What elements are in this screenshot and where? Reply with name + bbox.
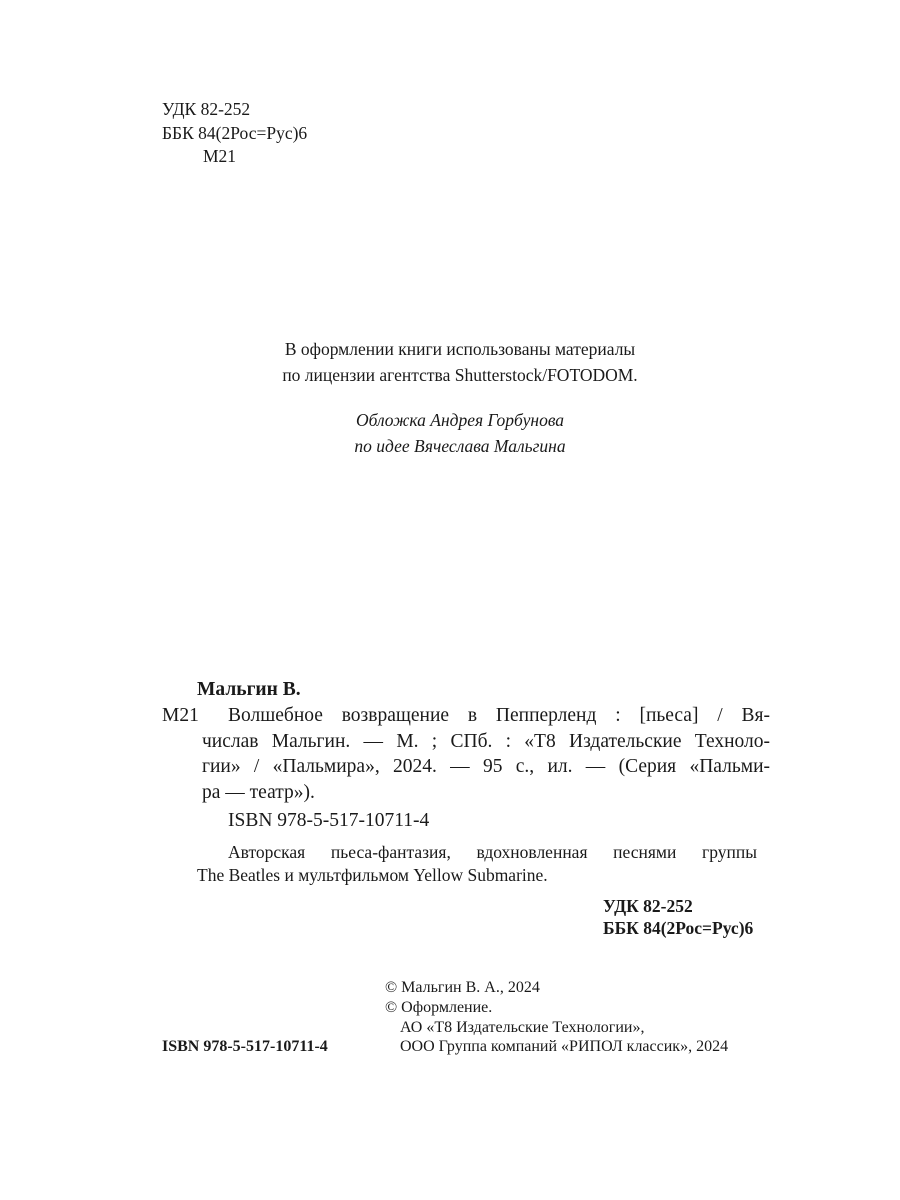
copyright-line-4: ООО Группа компаний «РИПОЛ классик», 2024: [400, 1038, 729, 1055]
copyright-line-1: © Мальгин В. А., 2024: [385, 979, 540, 996]
catalog-author: Мальгин В.: [197, 679, 301, 700]
annotation-line: Авторская пьеса-фантазия, вдохновленная песнями группы: [228, 842, 757, 862]
author-sign-top: М21: [203, 146, 237, 166]
catalog-author-sign: М21: [162, 705, 199, 726]
annotation-line: The Beatles и мультфильмом Yellow Submarine.: [197, 865, 548, 885]
catalog-isbn: ISBN 978-5-517-10711-4: [228, 810, 430, 831]
cover-credit-1: Обложка Андрея Горбунова: [355, 410, 565, 430]
catalog-description-line: Волшебное возвращение в Пепперленд : [пьеса] / Вя-: [228, 705, 770, 726]
udk-bottom: УДК 82-252: [603, 896, 693, 916]
credits-line-1: В оформлении книги использованы материалы: [284, 339, 636, 359]
udk-top: УДК 82-252: [162, 99, 251, 119]
copyright-line-2: © Оформление.: [385, 999, 493, 1016]
bbk-top: ББК 84(2Рос=Рус)6: [162, 123, 308, 143]
catalog-description-line: ра — театр»).: [202, 782, 315, 803]
credits-line-2: по лицензии агентства Shutterstock/FOTODOM.: [282, 365, 638, 385]
cover-credit-2: по идее Вячеслава Мальгина: [354, 436, 566, 456]
catalog-description-line: числав Мальгин. — М. ; СПб. : «Т8 Издательские Техноло-: [202, 731, 770, 752]
copyright-line-3: АО «Т8 Издательские Технологии»,: [400, 1019, 645, 1036]
isbn-bottom: ISBN 978-5-517-10711-4: [162, 1038, 328, 1055]
bbk-bottom: ББК 84(2Рос=Рус)6: [603, 918, 754, 938]
catalog-description-line: гии» / «Пальмира», 2024. — 95 с., ил. — (Серия «Пальми-: [202, 756, 770, 777]
